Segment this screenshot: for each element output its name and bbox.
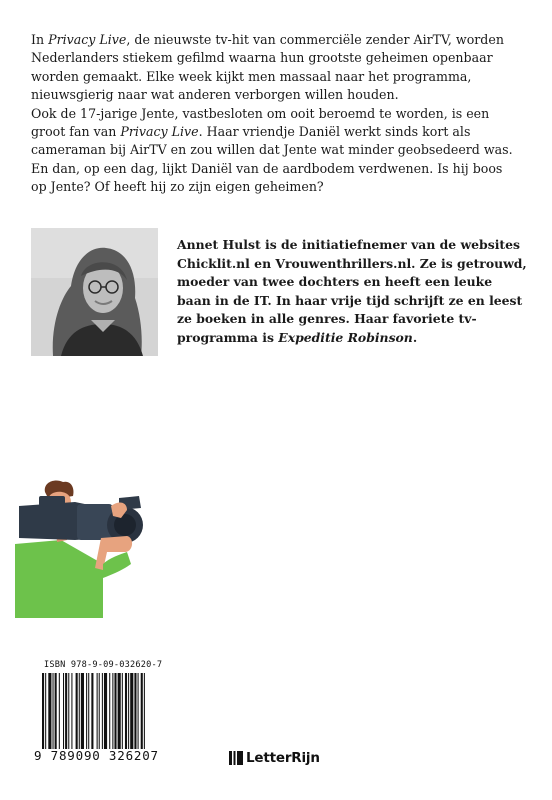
barcode-bar xyxy=(55,673,57,749)
barcode-bar xyxy=(112,673,113,749)
barcode-bars xyxy=(42,673,182,749)
isbn-digits: 9 789090 326207 xyxy=(34,748,159,763)
blurb-paragraph-2 xyxy=(31,105,521,160)
barcode-bar xyxy=(99,673,100,749)
author-bio xyxy=(177,236,527,348)
barcode-bar xyxy=(97,673,98,749)
blurb-text: Ook de 17-jarige Jente, vastbesloten om ooit beroemd te worden, is een groot fan van xyxy=(31,105,490,140)
bio-text: Annet Hulst is de initiatiefnemer van de websites Chicklit.nl en Vrouwenthrillers.nl. Ze is getrouwd, moeder van twee dochters en heeft een leuke baan in de IT. In haar vrije tijd schrijft ze en leest ze boeken in alle genres. Haar favoriete tv-programma is xyxy=(177,237,527,345)
barcode-bar xyxy=(134,673,136,749)
barcode-bar xyxy=(128,673,129,749)
cameraman-illustration xyxy=(15,478,185,618)
barcode-bar xyxy=(68,673,69,749)
author-photo xyxy=(31,228,158,356)
isbn-label: ISBN 978-9-09-032620-7 xyxy=(44,660,163,670)
barcode-bar xyxy=(122,673,123,749)
cameraman-icon xyxy=(15,478,185,618)
barcode-bar xyxy=(48,673,51,749)
back-cover-blurb xyxy=(31,31,521,197)
barcode-bar xyxy=(104,673,107,749)
barcode-bar xyxy=(79,673,80,749)
show-title: Privacy Live xyxy=(120,124,199,140)
barcode-bar xyxy=(91,673,93,749)
barcode-bar xyxy=(109,673,110,749)
barcode-bar xyxy=(86,673,87,749)
blurb-text: In xyxy=(31,32,49,47)
show-title: Privacy Live xyxy=(48,32,127,47)
favorite-show-title: Expeditie Robinson xyxy=(278,329,413,345)
barcode-bar xyxy=(141,673,143,749)
barcode-bar xyxy=(53,673,54,749)
barcode-bar xyxy=(81,673,84,749)
author-portrait-image xyxy=(31,228,158,356)
barcode-bar xyxy=(59,673,60,749)
blurb-paragraph-1 xyxy=(31,31,521,105)
blurb-text: , de nieuwste tv-hit van commerciële zender AirTV, worden Nederlanders stiekem gefilmd waarna hun grootste geheimen openbaar worden gemaakt. Elke week kijkt men massaal naar het programma, nieuwsgierig naar wat anderen verborgen willen houden. xyxy=(31,32,504,103)
barcode-bar xyxy=(138,673,139,749)
barcode-bar xyxy=(144,673,145,749)
barcode-bar xyxy=(42,673,44,749)
barcode-bar xyxy=(71,673,72,749)
barcode-bar xyxy=(76,673,78,749)
bio-text: . xyxy=(412,329,418,345)
barcode-bar xyxy=(130,673,133,749)
publisher-logo xyxy=(229,748,320,768)
barcode-bar xyxy=(65,673,67,749)
barcode-bar xyxy=(63,673,64,749)
barcode-bar xyxy=(102,673,103,749)
isbn-barcode xyxy=(34,660,184,772)
blurb-text: . Haar vriendje Daniël werkt sinds kort als cameraman bij AirTV en zou willen dat Jente wat minder geobsedeerd was. xyxy=(31,124,513,158)
barcode-bar xyxy=(114,673,116,749)
barcode-bar xyxy=(88,673,89,749)
barcode-bar xyxy=(118,673,121,749)
barcode-bar xyxy=(45,673,46,749)
publisher-logo-icon xyxy=(229,751,243,765)
barcode-bar xyxy=(125,673,127,749)
blurb-paragraph-3: En dan, op een dag, lijkt Daniël van de aardbodem verdwenen. Is hij boos op Jente? Of heeft hij zo zijn eigen geheimen? xyxy=(31,160,503,195)
publisher-name: LetterRijn xyxy=(246,750,320,766)
